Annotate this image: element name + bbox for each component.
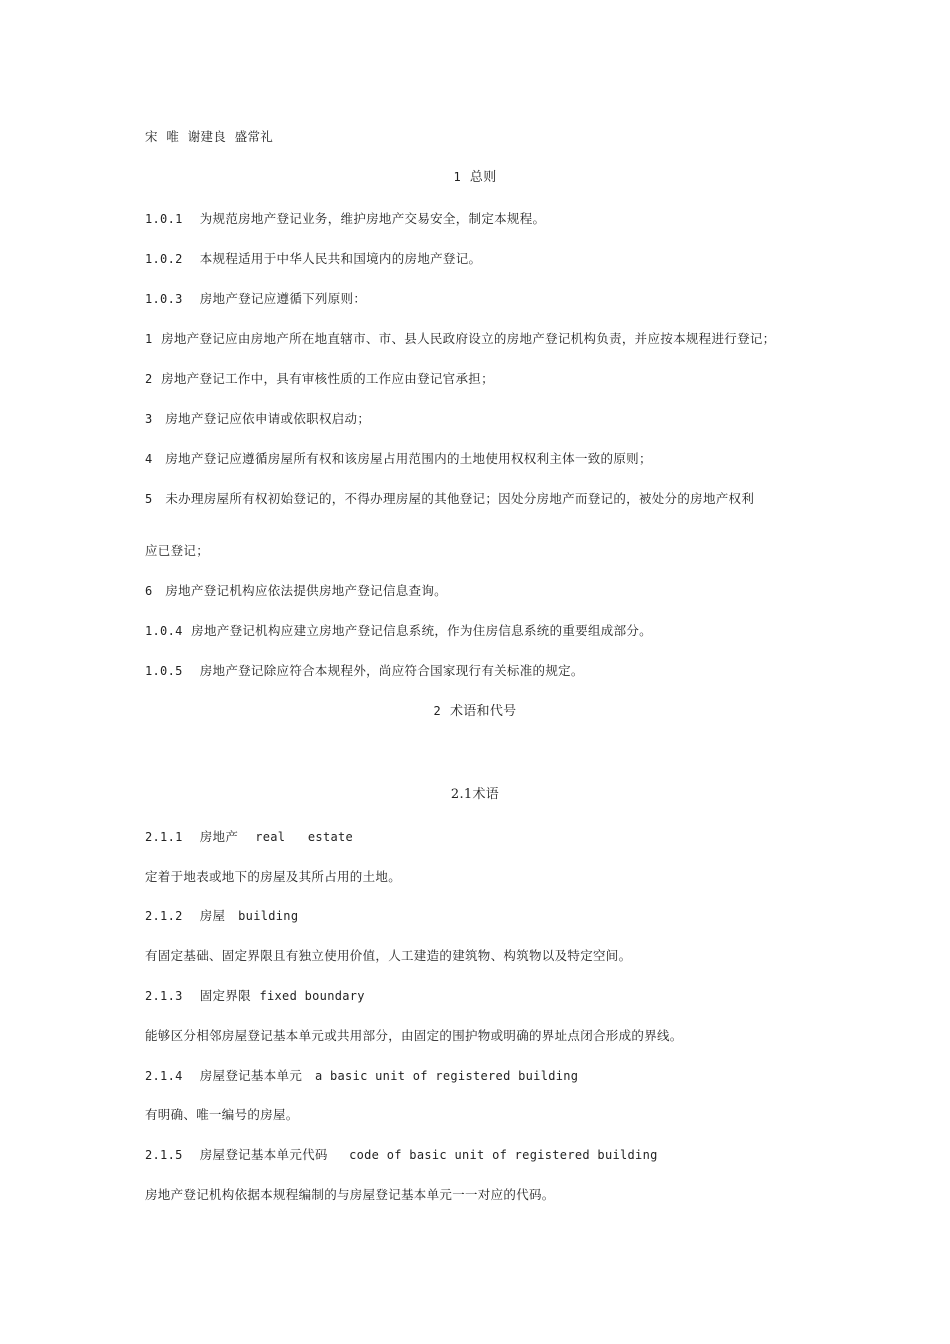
principle-text: 房地产登记机构应依法提供房地产登记信息查询。 [165,583,447,598]
term-2-1-2-definition: 有固定基础、固定界限且有独立使用价值，人工建造的建筑物、构筑物以及特定空间。 [145,948,632,963]
chapter-1-number: 1 [453,170,462,184]
term-2-1-3-definition: 能够区分相邻房屋登记基本单元或共用部分，由固定的围护物或明确的界址点闭合形成的界线。 [145,1028,683,1043]
principle-6 [145,583,447,599]
chapter-1-heading [0,169,950,186]
clause-1-0-2 [145,251,481,267]
principle-number: 6 [145,584,153,598]
principle-number: 1 [145,332,153,346]
term-2-1-4 [145,1068,578,1084]
principle-text: 房地产登记应遵循房屋所有权和该房屋占用范围内的土地使用权权利主体一致的原则； [165,451,652,466]
clause-text: 房地产登记除应符合本规程外，尚应符合国家现行有关标准的规定。 [199,663,584,678]
chapter-2-heading [0,703,950,720]
clause-text: 为规范房地产登记业务，维护房地产交易安全，制定本规程。 [199,211,546,226]
clause-text: 房地产登记应遵循下列原则： [199,291,367,306]
clause-1-0-5 [145,663,584,679]
clause-number: 1.0.1 [145,212,183,226]
chapter-2-number: 2 [433,704,442,718]
term-name: 房屋登记基本单元 [199,1068,303,1083]
term-english: building [238,909,299,923]
term-number: 2.1.3 [145,989,183,1003]
term-2-1-1 [145,829,353,845]
principle-text: 房地产登记应依申请或依职权启动； [165,411,371,426]
clause-text: 房地产登记机构应建立房地产登记信息系统，作为住房信息系统的重要组成部分。 [191,623,652,638]
term-english: real estate [255,830,354,844]
term-number: 2.1.5 [145,1148,183,1162]
term-name: 固定界限 [199,988,251,1003]
term-english: a basic unit of registered building [314,1069,579,1083]
principle-4 [145,451,652,467]
principle-text: 未办理房屋所有权初始登记的，不得办理房屋的其他登记；因处分房地产而登记的，被处分的房地产权利 [165,491,755,506]
clause-text: 本规程适用于中华人民共和国境内的房地产登记。 [199,251,482,266]
term-2-1-3 [145,988,365,1004]
term-english: code of basic unit of registered building [349,1148,658,1162]
authors: 宋 唯 谢建良 盛常礼 [145,129,274,144]
clause-number: 1.0.5 [145,664,183,678]
principle-2 [145,371,494,387]
chapter-2-title: 术语和代号 [449,704,517,719]
clause-number: 1.0.2 [145,252,183,266]
section-2-1-heading: 2.1术语 [450,787,500,802]
clause-number: 1.0.4 [145,624,183,638]
term-2-1-5 [145,1147,658,1163]
term-english: fixed boundary [259,989,365,1003]
principle-number: 3 [145,412,153,426]
term-2-1-2 [145,908,298,924]
term-2-1-4-definition: 有明确、唯一编号的房屋。 [145,1107,299,1122]
principle-text: 房地产登记工作中，具有审核性质的工作应由登记官承担； [161,371,494,386]
principle-number: 2 [145,372,153,386]
clause-1-0-3 [145,291,366,307]
principle-number: 4 [145,452,153,466]
term-name: 房地产 [199,829,239,844]
clause-number: 1.0.3 [145,292,183,306]
term-name: 房屋 [199,908,226,923]
principle-text: 房地产登记应由房地产所在地直辖市、市、县人民政府设立的房地产登记机构负责，并应按本规程进行登记； [161,331,776,346]
principle-5 [145,491,754,507]
principle-5-continuation: 应已登记； [145,543,210,558]
principle-1 [145,331,775,347]
chapter-1-title: 总则 [469,170,497,185]
term-number: 2.1.1 [145,830,183,844]
term-2-1-5-definition: 房地产登记机构依据本规程编制的与房屋登记基本单元一一对应的代码。 [145,1187,555,1202]
principle-number: 5 [145,492,153,506]
term-number: 2.1.2 [145,909,183,923]
clause-1-0-4 [145,623,652,639]
term-number: 2.1.4 [145,1069,183,1083]
term-2-1-1-definition: 定着于地表或地下的房屋及其所占用的土地。 [145,869,402,884]
clause-1-0-1 [145,211,545,227]
term-name: 房屋登记基本单元代码 [199,1147,328,1162]
principle-3 [145,411,370,427]
